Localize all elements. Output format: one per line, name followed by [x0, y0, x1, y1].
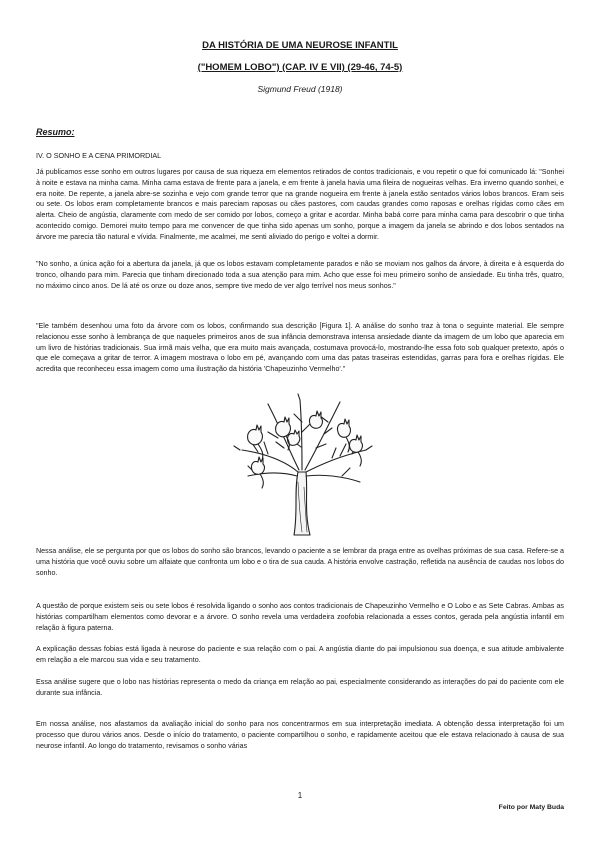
- paragraph: Já publicamos esse sonho em outros lugares por causa de sua riqueza em elementos retirados de contos tradicionais, e vou repetir o que foi comunicado lá: "Sonhei à noite e estava na minha cama. Minha cama estava de frente para a janela, e em frente à janela havia uma fileira de nogueiras velhas. Era inverno quando sonhei, e era noite. De repente, a janela abre-se sozinha e vejo com grande terror que na grande nogueira em frente à janela estão sentados vários lobos brancos. Eram seis ou sete. Os lobos eram completamente brancos e mais pareciam raposas ou cães pastores, com caudas grandes como raposas e orelhas rígidas como cães em alerta. Cheio de angústia, claramente com medo de ser comido por lobos, começo a gritar e acordar. Minha babá corre para minha cama para descobrir o que tinha acontecido comigo. Demorei muito tempo para me convencer de que tinha sido apenas um sonho, porque a imagem da janela se abrindo e dos lobos sentados na árvore me parecia tão natural e vívida. Finalmente, me acalmei, me senti aliviado do perigo e voltei a dormir.: [36, 168, 564, 241]
- paragraph: "Ele também desenhou uma foto da árvore com os lobos, confirmando sua descrição [Figura 1]. A análise do sonho traz à tona o seguinte material. Ele sempre relacionou esse sonho à lembrança de que naqueles primeiros anos de sua infância demonstrava intensa ansiedade diante da imagem de um lobo que aparecia em um livro de histórias tradicionais. Sua irmã mais velha, que era muito mais avançada, costumava provocá-lo, mostrando-lhe essa foto sob qualquer pretexto, após o que ele começava a gritar de terror. A imagem mostrava o lobo em pé, avançando com uma das patas traseiras estendidas, garras para fora e orelhas rígidas. Ele acredita que reconheceu essa imagem como uma ilustração da história 'Chapeuzinho Vermelho'.": [36, 322, 564, 374]
- paragraph: Essa análise sugere que o lobo nas histórias representa o medo da criança em relação ao pai, especialmente considerando as interações do pai do paciente com ele durante sua infância.: [36, 678, 564, 697]
- page-number: 1: [297, 791, 303, 800]
- section-heading: IV. O SONHO E A CENA PRIMORDIAL: [36, 151, 162, 160]
- paragraph: A explicação dessas fobias está ligada à neurose do paciente e sua relação com o pai. A angústia diante do pai impulsionou sua doença, e sua atitude ambivalente em relação a ele marcou sua vida e seu tratamento.: [36, 645, 564, 664]
- document-title-line1: DA HISTÓRIA DE UMA NEUROSE INFANTIL: [202, 40, 398, 51]
- document-author: Sigmund Freud (1918): [257, 84, 343, 94]
- paragraph: A questão de porque existem seis ou sete lobos é resolvida ligando o sonho aos contos tradicionais de Chapeuzinho Vermelho e O Lobo e as Sete Cabras. Ambas as histórias compartilham elementos como devorar e a árvore. O sonho revela uma verdadeira zoofobia relacionada a esses contos, gerada pela angústia infantil em relação à figura paterna.: [36, 602, 564, 632]
- paragraph: Nessa análise, ele se pergunta por que os lobos do sonho são brancos, levando o paciente a se lembrar da praga entre as ovelhas próximas de sua casa. Refere-se a uma história que você ouviu sobre um alfaiate que confronta um lobo e o tira de sua cauda. A história envolve castração, refletida na ausência de caudas nos lobos do sonho.: [36, 547, 564, 577]
- author-credit: Feito por Maty Buda: [498, 804, 564, 811]
- resumo-label: Resumo:: [36, 127, 75, 137]
- paragraph: "No sonho, a única ação foi a abertura da janela, já que os lobos estavam completamente parados e não se moviam nos galhos da árvore, à direita e à esquerda do tronco, olhando para mim. Parecia que tinham direcionado toda a sua atenção para mim. Acho que esse foi meu primeiro sonho de ansiedade. Eu tinha três, quatro, no máximo cinco anos. De lá até os onze ou doze anos, sempre tive medo de ver algo terrível nos meus sonhos.": [36, 260, 564, 290]
- paragraph: Em nossa análise, nos afastamos da avaliação inicial do sonho para nos concentrarmos em sua interpretação imediata. A obtenção dessa interpretação foi um processo que durou vários anos. Desde o início do tratamento, o paciente compartilhou o sonho, e rapidamente aceitou que ele estava relacionado à causa de sua neurose infantil. Ao longo do tratamento, revisamos o sonho várias: [36, 720, 564, 750]
- tree-with-wolves-drawing-icon: [228, 392, 376, 536]
- document-title-line2: ("HOMEM LOBO") (CAP. IV E VII) (29-46, 74-5): [197, 62, 403, 73]
